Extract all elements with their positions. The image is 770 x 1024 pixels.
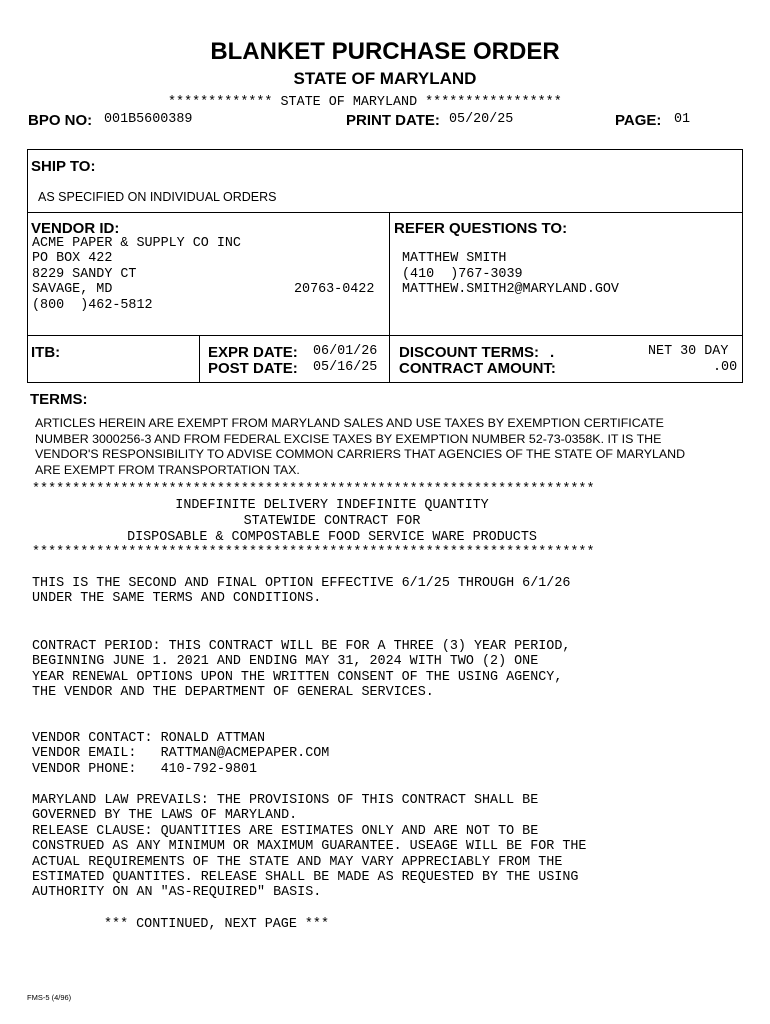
ship-to-label: SHIP TO: [31,158,96,175]
law-line: MARYLAND LAW PREVAILS: THE PROVISIONS OF THIS CONTRACT SHALL BE [32,793,539,808]
contract-heading-2: STATEWIDE CONTRACT FOR [243,514,421,529]
vendor-section [27,212,743,336]
vendor-address-2: 8229 SANDY CT [32,267,137,282]
contract-amount-label: CONTRACT AMOUNT: [399,360,556,377]
contract-period-paragraph [32,639,570,701]
vendor-zip: 20763-0422 [294,282,375,297]
continued-notice: *** CONTINUED, NEXT PAGE *** [104,917,329,932]
terms-line: VENDOR'S RESPONSIBILITY TO ADVISE COMMON CARRIERS THAT AGENCIES OF THE STATE OF MARYLAND [35,447,686,461]
terms-line: NUMBER 3000256-3 AND FROM FEDERAL EXCISE TAXES BY EXEMPTION NUMBER 52-73-0358K. IT IS THE [35,431,662,446]
expr-date-value: 06/01/26 [313,344,378,359]
vendor-city: SAVAGE, MD [32,282,113,297]
expr-date-label: EXPR DATE: [208,344,298,361]
post-date-value: 05/16/25 [313,360,378,375]
vendor-contact-block [32,731,329,777]
itb-label: ITB: [31,344,61,361]
document-title: BLANKET PURCHASE ORDER [210,38,560,65]
contract-period-line: YEAR RENEWAL OPTIONS UPON THE WRITTEN CONSENT OF THE USING AGENCY, [32,669,563,685]
contract-period-line: CONTRACT PERIOD: THIS CONTRACT WILL BE FOR A THREE (3) YEAR PERIOD, [32,639,571,654]
release-line: RELEASE CLAUSE: QUANTITIES ARE ESTIMATES ONLY AND ARE NOT TO BE [32,823,539,839]
refer-questions-label: REFER QUESTIONS TO: [394,220,568,237]
contract-period-line: BEGINNING JUNE 1. 2021 AND ENDING MAY 31, 2024 WITH TWO (2) ONE [32,654,539,670]
terms-line: ARE EXEMPT FROM TRANSPORTATION TAX. [35,462,300,477]
terms-label: TERMS: [30,391,88,408]
vendor-phone-line: VENDOR PHONE: 410-792-9801 [32,761,257,777]
bpo-label: BPO NO: [28,112,93,129]
print-date-label: PRINT DATE: [346,112,440,129]
vendor-name: ACME PAPER & SUPPLY CO INC [32,236,241,251]
law-line: GOVERNED BY THE LAWS OF MARYLAND. [32,808,298,824]
page-number: 01 [674,112,691,127]
contract-heading-1: INDEFINITE DELIVERY INDEFINITE QUANTITY [175,498,489,513]
release-line: ESTIMATED QUANTITES. RELEASE SHALL BE MADE AS REQUESTED BY THE USING [32,870,579,886]
ship-to-section [27,149,743,213]
release-line: CONSTRUED AS ANY MINIMUM OR MAXIMUM GUARANTEE. USEAGE WILL BE FOR THE [32,839,587,855]
post-date-label: POST DATE: [208,360,298,377]
page-label: PAGE: [615,112,662,129]
discount-terms-dot: . [550,344,555,361]
terms-line: ARTICLES HEREIN ARE EXEMPT FROM MARYLAND SALES AND USE TAXES BY EXEMPTION CERTIFICATE [35,416,664,430]
contract-amount-value: .00 [713,360,738,375]
ship-to-value: AS SPECIFIED ON INDIVIDUAL ORDERS [38,190,277,204]
release-line: ACTUAL REQUIREMENTS OF THE STATE AND MAY VARY APPRECIABLY FROM THE [32,854,563,870]
contract-heading-3: DISPOSABLE & COMPOSTABLE FOOD SERVICE WARE PRODUCTS [127,530,537,545]
refer-email: MATTHEW.SMITH2@MARYLAND.GOV [402,282,619,297]
vendor-email-line: VENDOR EMAIL: RATTMAN@ACMEPAPER.COM [32,746,330,762]
stars-divider-top: ********************************************************************** [32,482,595,497]
vendor-id-label: VENDOR ID: [31,220,120,237]
option-paragraph [32,576,570,607]
refer-name: MATTHEW SMITH [402,251,507,266]
discount-terms-value: NET 30 DAY [648,344,729,359]
law-paragraph [32,793,586,901]
print-date-value: 05/20/25 [449,112,514,127]
vendor-phone: (800 )462-5812 [32,298,153,313]
document-subtitle: STATE OF MARYLAND [293,69,477,88]
stars-divider-bottom: ********************************************************************** [32,545,595,560]
discount-terms-label: DISCOUNT TERMS: [399,344,539,361]
header-banner: ************* STATE OF MARYLAND ***************** [168,95,562,110]
refer-phone: (410 )767-3039 [402,267,523,282]
vendor-contact-line: VENDOR CONTACT: RONALD ATTMAN [32,731,266,746]
form-id: FMS-5 (4/96) [27,993,72,1002]
contract-period-line: THE VENDOR AND THE DEPARTMENT OF GENERAL SERVICES. [32,685,434,701]
option-line: UNDER THE SAME TERMS AND CONDITIONS. [32,591,322,607]
itb-section [27,335,743,383]
option-line: THIS IS THE SECOND AND FINAL OPTION EFFECTIVE 6/1/25 THROUGH 6/1/26 [32,576,571,591]
release-line: AUTHORITY ON AN "AS-REQUIRED" BASIS. [32,885,322,901]
vendor-address-1: PO BOX 422 [32,251,113,266]
bpo-number: 001B5600389 [104,112,193,127]
terms-text [35,416,685,478]
